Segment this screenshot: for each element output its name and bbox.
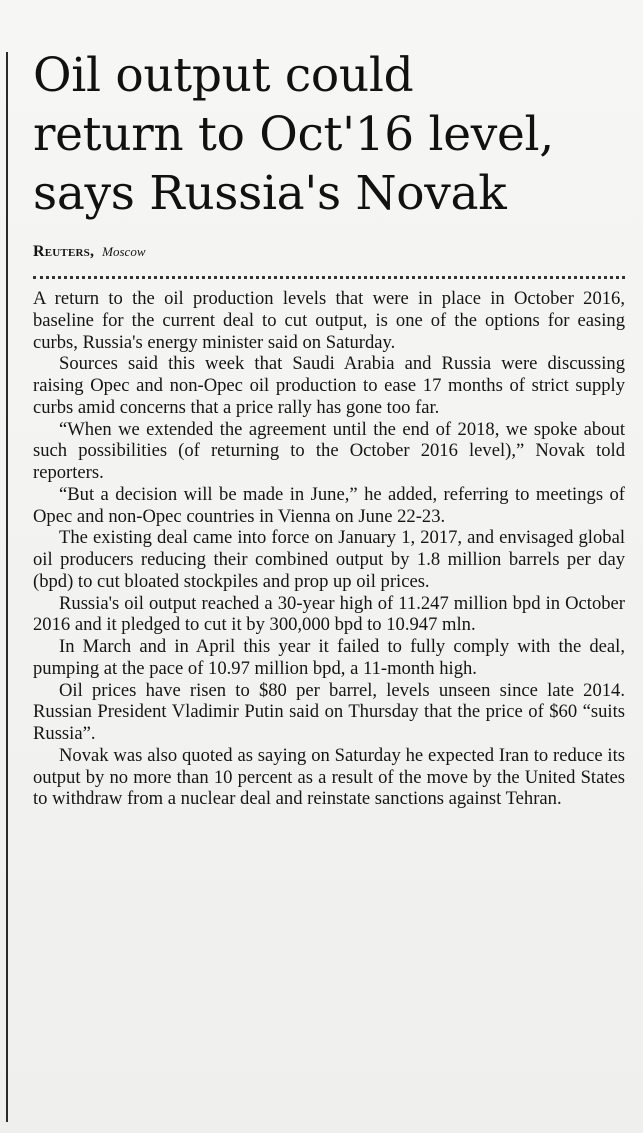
article-body (33, 288, 625, 810)
column-rule (6, 52, 8, 1122)
article-paragraph: Russia's oil output reached a 30-year high of 11.247 million bpd in October 2016 and it pledged to cut it by 300,000 bpd to 10.947 mln. (33, 592, 625, 636)
article-paragraph: The existing deal came into force on January 1, 2017, and envisaged global oil producers reducing their combined output by 1.8 million barrels per day (bpd) to cut bloated stockpiles and prop up oil prices. (33, 527, 625, 592)
article-paragraph: In March and in April this year it failed to fully comply with the deal, pumping at the pace of 10.97 million bpd, a 11-month high. (33, 636, 625, 679)
article-paragraph: Oil prices have risen to $80 per barrel, levels unseen since late 2014. Russian President Vladimir Putin said on Thursday that the price of $60 “suits Russia”. (33, 679, 625, 744)
byline (33, 242, 146, 262)
dotted-divider (33, 276, 625, 279)
headline-line-1: Oil output could (33, 48, 414, 103)
article-paragraph: “But a decision will be made in June,” he added, referring to meetings of Opec and non-Opec countries in Vienna on June 22-23. (33, 483, 625, 527)
article-paragraph: Novak was also quoted as saying on Saturday he expected Iran to reduce its output by no more than 10 percent as a result of the move by the United States to withdraw from a nuclear deal and reinstate sanctions against Tehran. (33, 744, 625, 810)
headline-line-2: return to Oct'16 level, (33, 107, 554, 162)
article-paragraph: Sources said this week that Saudi Arabia and Russia were discussing raising Opec and non-Opec oil production to ease 17 months of strict supply curbs amid concerns that a price rally has gone too far. (33, 353, 625, 418)
article-paragraph: “When we extended the agreement until the end of 2018, we spoke about such possibilities (of returning to the October 2016 level),” Novak told reporters. (33, 418, 625, 483)
headline-line-3: says Russia's Novak (33, 166, 507, 221)
headline (33, 46, 633, 223)
byline-agency: Reuters, (33, 243, 95, 260)
article-paragraph: A return to the oil production levels that were in place in October 2016, baseline for the current deal to cut output, is one of the options for easing curbs, Russia's energy minister said on Saturday. (33, 288, 625, 353)
byline-location: Moscow (102, 244, 146, 259)
